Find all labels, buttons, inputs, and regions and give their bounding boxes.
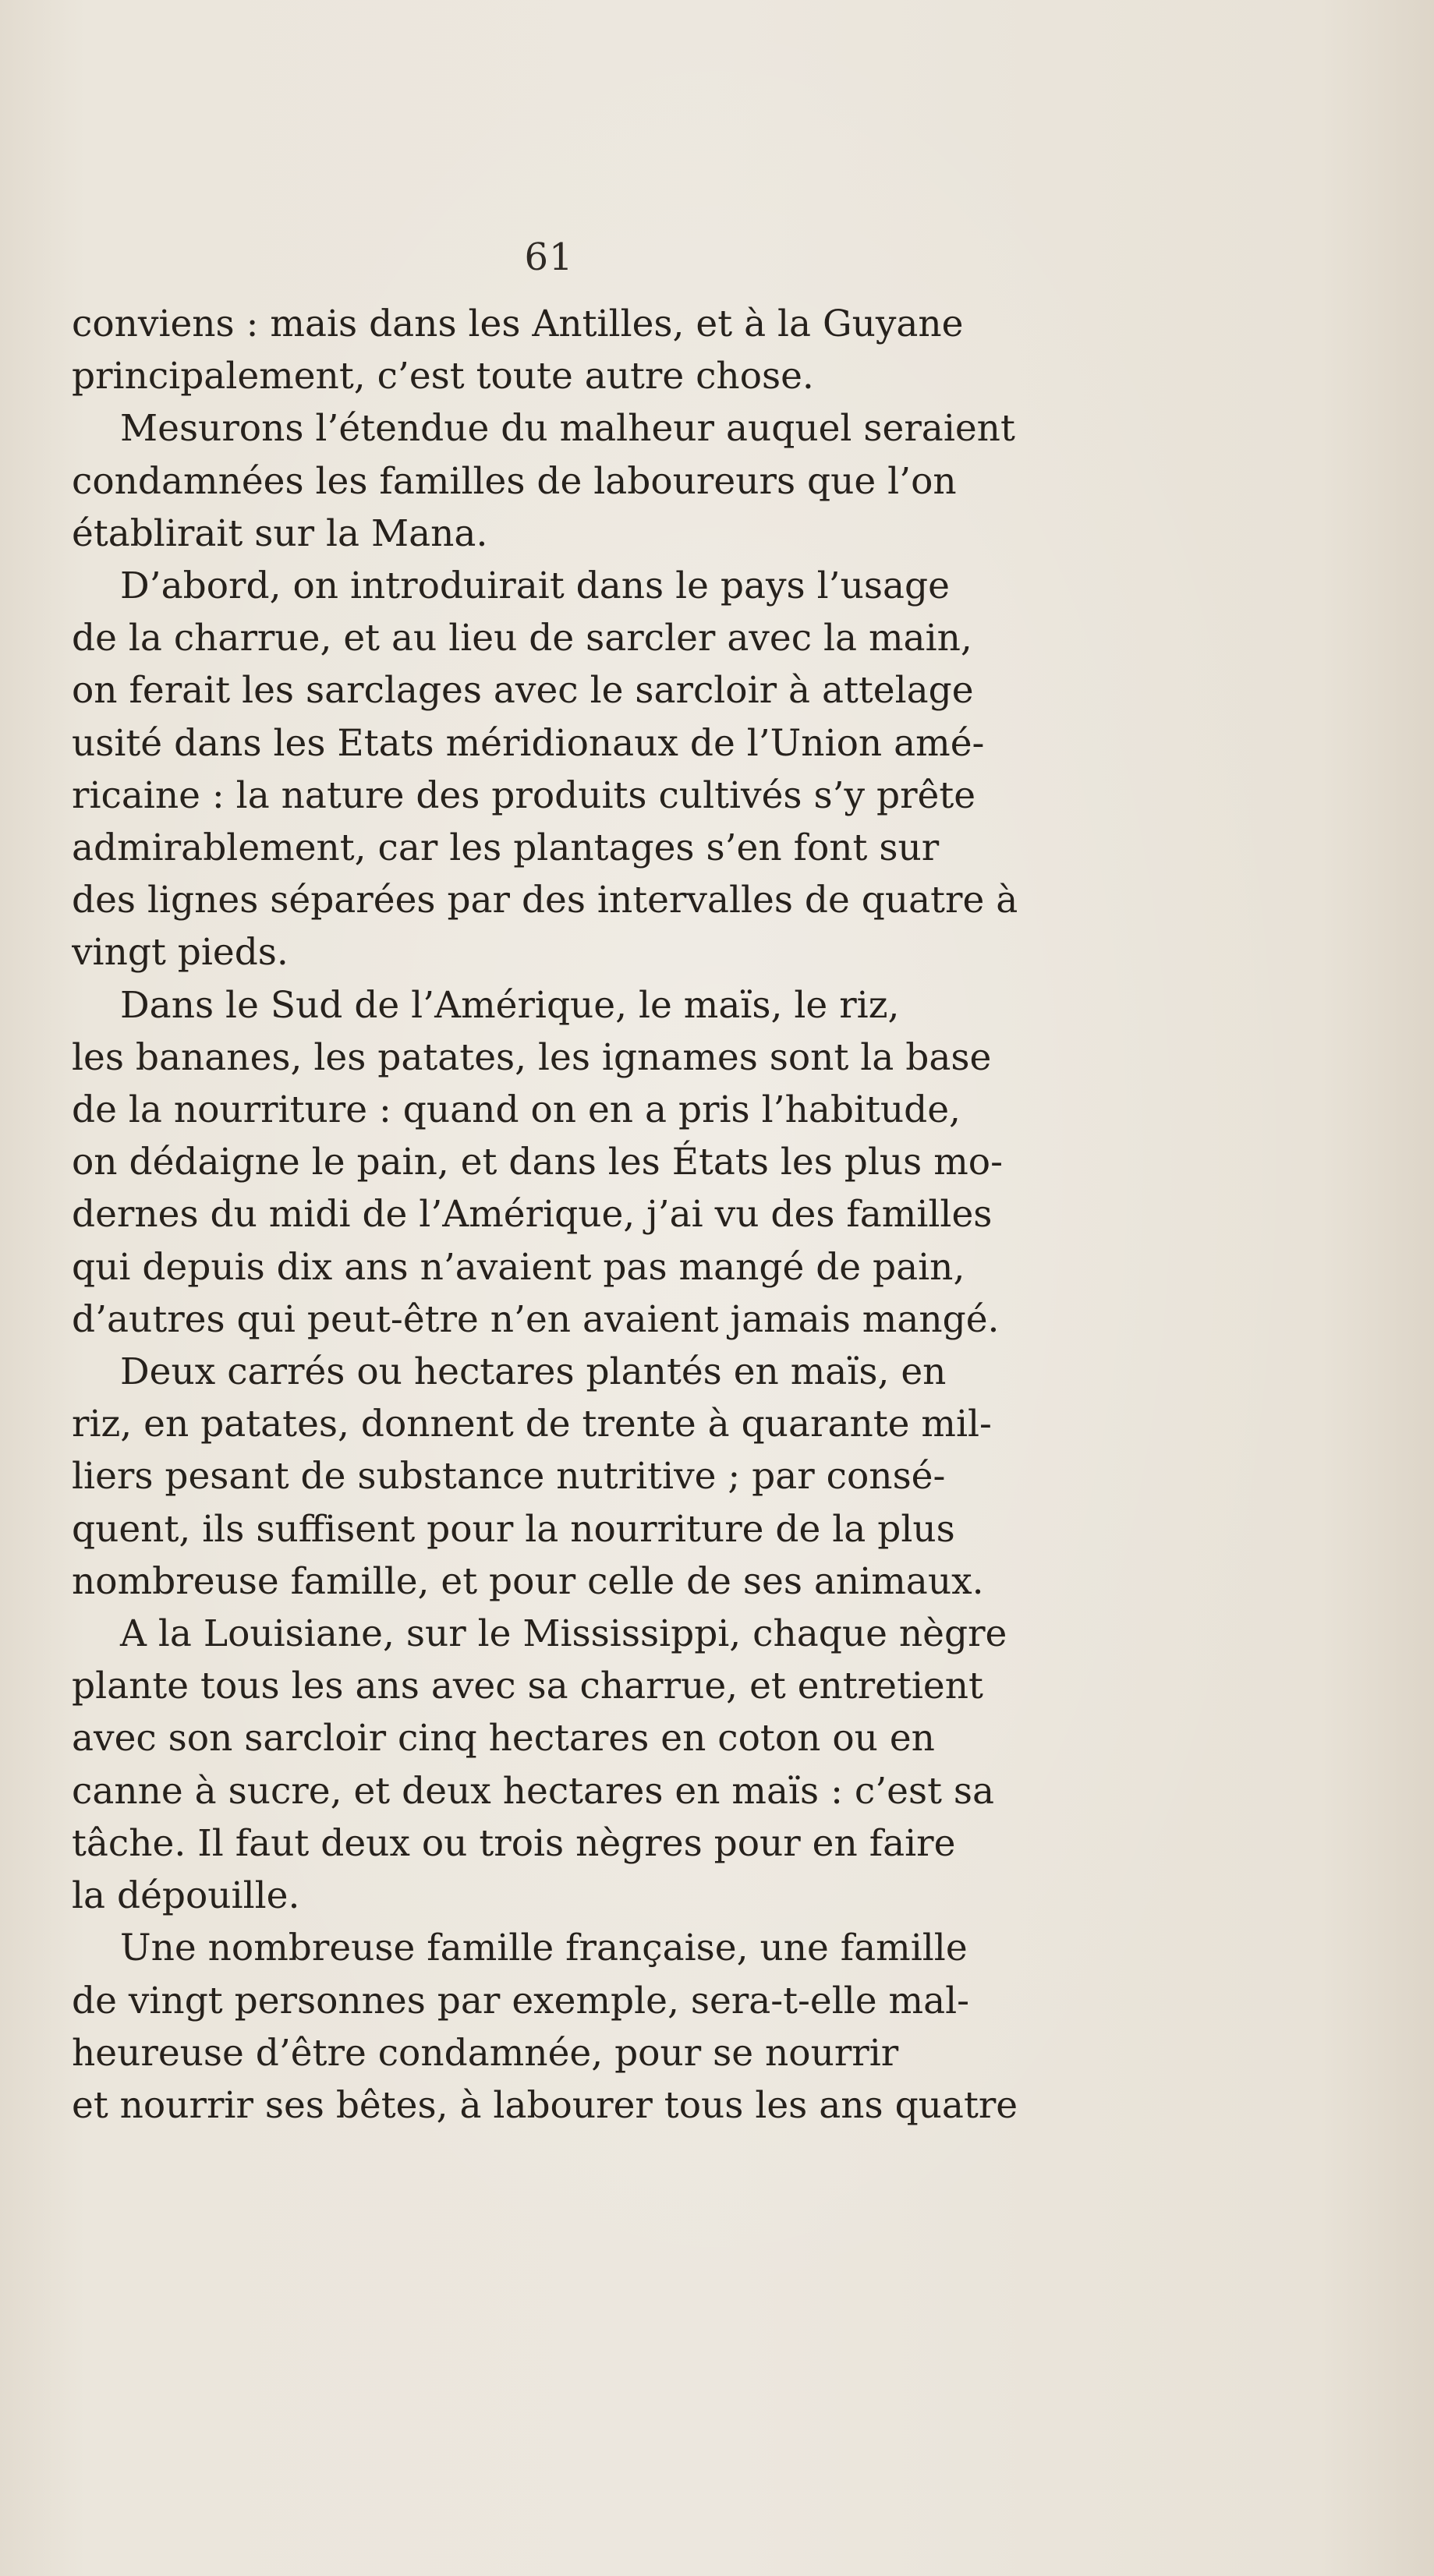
text-line: condamnées les familles de laboureurs que l’on — [72, 459, 957, 503]
text-line: d’autres qui peut-être n’en avaient jamais mangé. — [72, 1297, 1000, 1341]
text-line: D’abord, on introduirait dans le pays l’usage — [120, 564, 950, 608]
text-line: heureuse d’être condamnée, pour se nourrir — [72, 2031, 899, 2075]
text-line: Dans le Sud de l’Amérique, le maïs, le riz, — [120, 983, 900, 1027]
text-line: les bananes, les patates, les ignames sont la base — [72, 1035, 992, 1079]
text-line: Deux carrés ou hectares plantés en maïs, en — [120, 1350, 947, 1394]
text-line: admirablement, car les plantages s’en font sur — [72, 826, 940, 870]
text-line: liers pesant de substance nutritive ; par consé- — [72, 1455, 946, 1499]
text-line: des lignes séparées par des intervalles de quatre à — [72, 879, 1018, 922]
text-line: on dédaigne le pain, et dans les États les plus mo- — [72, 1141, 1003, 1184]
paragraph — [72, 1346, 1056, 1608]
text-line: et nourrir ses bêtes, à labourer tous les ans quatre — [72, 2083, 1018, 2127]
text-line: usité dans les Etats méridionaux de l’Union amé- — [72, 721, 985, 765]
paragraph — [72, 560, 1056, 979]
paragraph — [72, 298, 1056, 402]
text-line: principalement, c’est toute autre chose. — [72, 355, 814, 398]
text-line: A la Louisiane, sur le Mississippi, chaque nègre — [120, 1612, 1007, 1656]
page-number: 61 — [524, 235, 574, 279]
text-line: tâche. Il faut deux ou trois nègres pour en faire — [72, 1821, 956, 1865]
text-line: conviens : mais dans les Antilles, et à la Guyane — [72, 303, 964, 345]
text-line: de la charrue, et au lieu de sarcler avec la main, — [72, 617, 972, 660]
text-line: Une nombreuse famille française, une famille — [120, 1927, 968, 1970]
text-line: établirait sur la Mana. — [72, 511, 488, 555]
paragraph — [72, 402, 1056, 560]
text-line: Mesurons l’étendue du malheur auquel seraient — [120, 407, 1015, 451]
paragraph — [72, 979, 1056, 1346]
text-line: de vingt personnes par exemple, sera-t-elle mal- — [72, 1979, 970, 2022]
text-line: la dépouille. — [72, 1874, 300, 1918]
text-line: avec son sarcloir cinq hectares en coton ou en — [72, 1717, 935, 1760]
text-line: qui depuis dix ans n’avaient pas mangé de pain, — [72, 1245, 965, 1289]
paragraph — [72, 1922, 1056, 2132]
text-line: dernes du midi de l’Amérique, j’ai vu des familles — [72, 1193, 993, 1237]
text-line: ricaine : la nature des produits cultivés s’y prête — [72, 773, 976, 817]
text-line: canne à sucre, et deux hectares en maïs : c’est sa — [72, 1769, 995, 1813]
text-line: riz, en patates, donnent de trente à quarante mil- — [72, 1403, 992, 1446]
text-line: nombreuse famille, et pour celle de ses animaux. — [72, 1559, 984, 1603]
text-line: on ferait les sarclages avec le sarcloir à attelage — [72, 669, 974, 713]
text-line: plante tous les ans avec sa charrue, et entretient — [72, 1665, 983, 1708]
body-text — [72, 298, 1056, 2132]
text-line: quent, ils suffisent pour la nourriture de la plus — [72, 1507, 955, 1551]
paragraph — [72, 1608, 1056, 1922]
text-line: vingt pieds. — [72, 931, 289, 975]
text-line: de la nourriture : quand on en a pris l’habitude, — [72, 1088, 961, 1132]
